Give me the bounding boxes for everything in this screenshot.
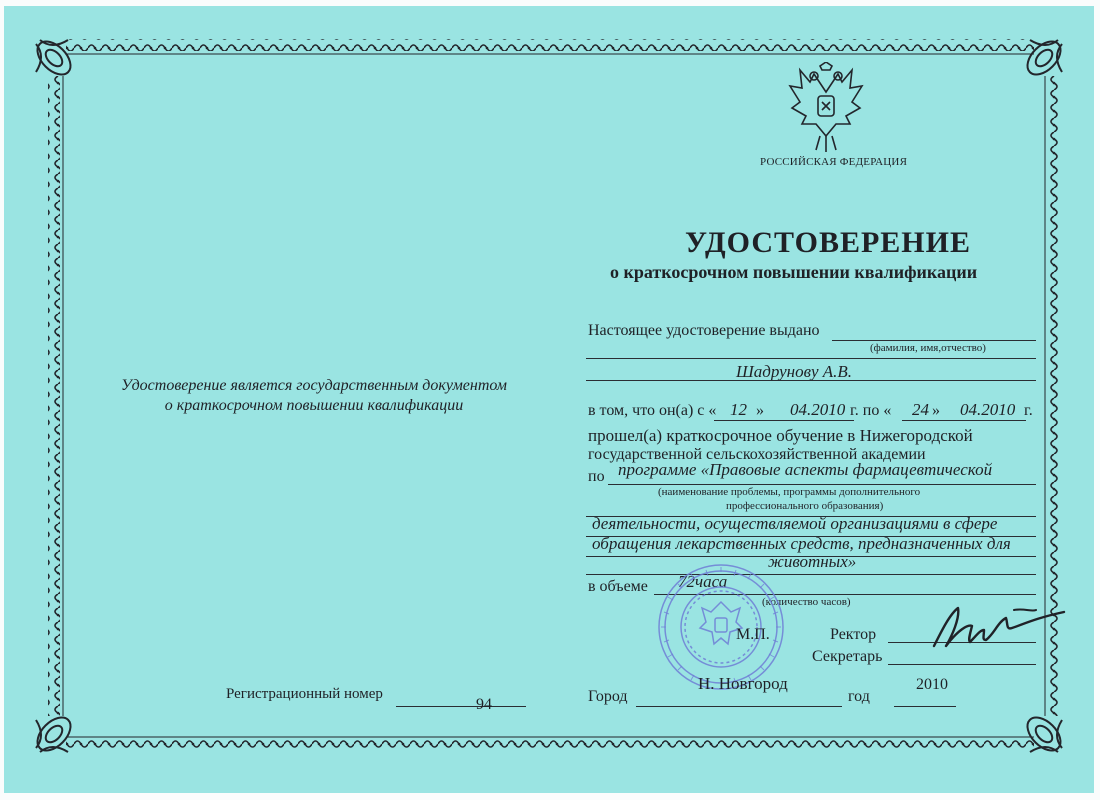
issued-label: Настоящее удостоверение выдано (588, 322, 820, 339)
certificate-sheet (4, 6, 1094, 793)
issued-line (832, 340, 1036, 341)
dates-mid1: » (756, 402, 764, 419)
year-line (894, 706, 956, 707)
training-line2: государственной сельскохозяйственной академии (588, 446, 926, 463)
country-label: РОССИЙСКАЯ ФЕДЕРАЦИЯ (760, 156, 908, 168)
legal-statement (94, 376, 534, 416)
secretary-line (888, 664, 1036, 665)
name-line (586, 380, 1036, 381)
document-title: УДОСТОВЕРЕНИЕ (685, 226, 971, 259)
program-line1-rule (608, 484, 1036, 485)
reg-number-label: Регистрационный номер (226, 686, 383, 702)
issued-hint: (фамилия, имя,отчество) (870, 342, 986, 354)
end-day: 24 (912, 400, 929, 419)
city-label: Город (588, 688, 628, 705)
secretary-label: Секретарь (812, 648, 883, 665)
training-line1: прошел(а) краткосрочное обучение в Нижегородской (588, 426, 973, 445)
program-line4: животных» (768, 552, 857, 571)
legal-statement-line2: о краткосрочном повышении квалификации (164, 397, 464, 414)
program-line4-rule (586, 574, 1036, 575)
dates-suffix: г. (1024, 402, 1033, 419)
year-label: год (848, 688, 870, 705)
dates-mid2: г. по « (850, 402, 892, 419)
volume-hint: (количество часов) (762, 596, 851, 608)
end-month-year: 04.2010 (960, 400, 1016, 419)
start-date-line (714, 420, 854, 421)
recipient-name: Шадрунову А.В. (736, 362, 853, 381)
name-line-top (586, 358, 1036, 359)
reg-number-line (396, 706, 526, 707)
end-date-line (902, 420, 1026, 421)
program-line2: деятельности, осуществляемой организациями в сфере (592, 514, 998, 533)
city-line (636, 706, 842, 707)
document-subtitle: о краткосрочном повышении квалификации (610, 262, 978, 282)
program-po-label: по (588, 468, 605, 485)
handwritten-signature (924, 600, 1074, 656)
program-hint1: (наименование проблемы, программы дополнительного (658, 486, 921, 498)
start-month-year: 04.2010 (790, 400, 846, 419)
dates-mid3: » (932, 402, 940, 419)
mp-label: М.П. (736, 626, 770, 643)
volume-label: в объеме (588, 578, 648, 595)
reg-number-value: 94 (476, 696, 492, 713)
program-line1: программе «Правовые аспекты фармацевтической (618, 460, 993, 479)
city-value: Н. Новгород (698, 674, 788, 693)
rector-label: Ректор (830, 626, 877, 643)
start-day: 12 (730, 400, 747, 419)
volume-value: 72часа (678, 572, 728, 591)
dates-prefix: в том, что он(а) с « (588, 402, 717, 419)
program-hint2: профессионального образования) (726, 500, 884, 512)
program-line3: обращения лекарственных средств, предназначенных для (592, 534, 1011, 553)
double-headed-eagle-emblem (786, 62, 866, 154)
legal-statement-line1: Удостоверение является государственным документом (121, 377, 507, 394)
year-value: 2010 (916, 676, 948, 693)
